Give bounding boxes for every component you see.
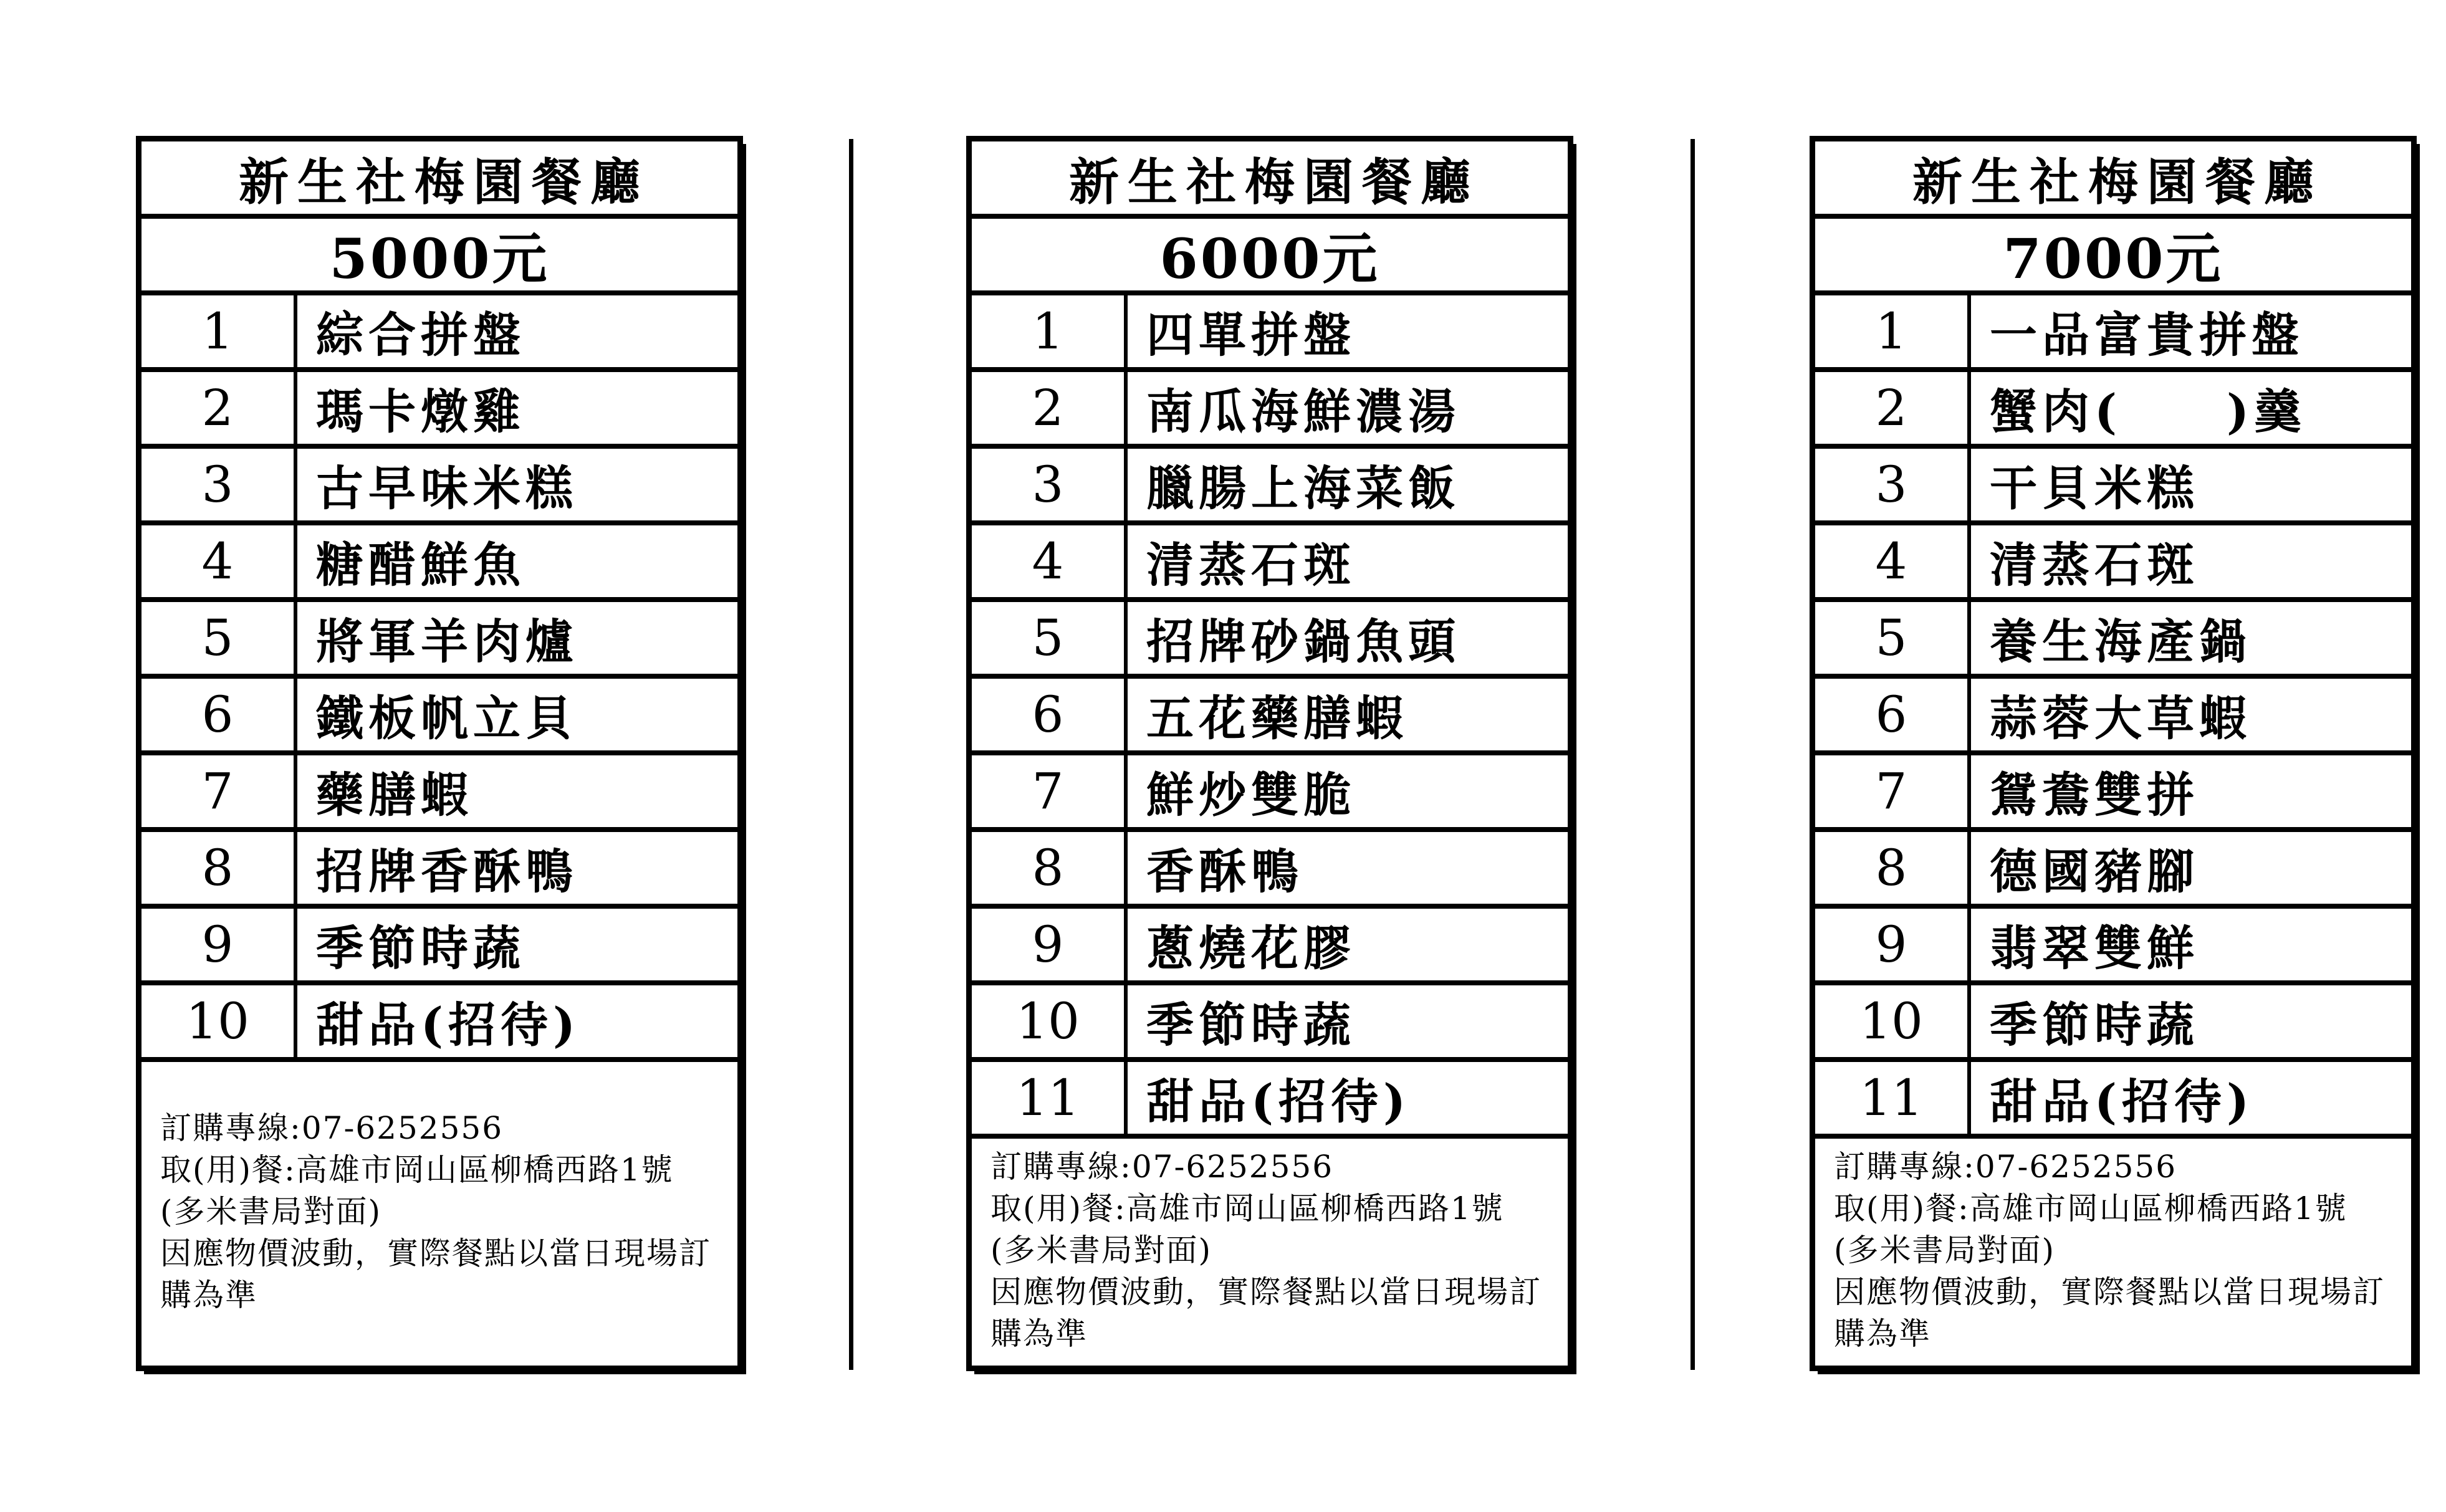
menu-item-row — [972, 602, 1568, 679]
item-name: 清蒸石斑 — [1146, 537, 1356, 593]
item-number: 1 — [972, 295, 1128, 367]
price-header — [972, 219, 1568, 295]
item-name: 南瓜海鮮濃湯 — [1146, 384, 1460, 439]
item-number: 5 — [1815, 602, 1971, 674]
item-name: 季節時蔬 — [1990, 997, 2199, 1053]
price-header — [1815, 219, 2411, 295]
menu-item-row — [972, 679, 1568, 755]
menu-item-row — [141, 525, 737, 602]
item-number: 2 — [972, 372, 1128, 444]
footer-note: 因應物價波動，實際餐點以當日現場訂購為準 — [160, 1235, 711, 1313]
item-number: 8 — [1815, 832, 1971, 904]
item-number: 6 — [972, 679, 1128, 750]
item-number: 10 — [1815, 985, 1971, 1057]
item-name: 招牌砂鍋魚頭 — [1146, 614, 1460, 669]
item-number: 3 — [1815, 449, 1971, 520]
item-name: 鮮炒雙脆 — [1146, 767, 1356, 823]
menu-item-row — [972, 985, 1568, 1062]
menu-item-row — [972, 832, 1568, 909]
item-number: 1 — [141, 295, 297, 367]
item-number: 9 — [972, 909, 1128, 980]
item-name: 五花藥膳蝦 — [1146, 691, 1408, 746]
item-number: 11 — [972, 1062, 1128, 1134]
item-name: 四單拼盤 — [1146, 307, 1356, 363]
item-number: 2 — [1815, 372, 1971, 444]
menu-item-row — [141, 832, 737, 909]
menu-item-row — [972, 1062, 1568, 1139]
menu-card-7000 — [1810, 136, 2417, 1371]
item-name: 招牌香酥鴨 — [316, 844, 578, 899]
restaurant-title — [1815, 141, 2411, 219]
menu-item-row — [141, 679, 737, 755]
menu-item-row — [972, 295, 1568, 372]
item-name: 干貝米糕 — [1990, 461, 2199, 516]
footer-address: 取(用)餐:高雄市岡山區柳橋西路1號(多米書局對面) — [1834, 1190, 2348, 1268]
item-name: 古早味米糕 — [316, 461, 578, 516]
item-number: 7 — [972, 755, 1128, 827]
item-number: 7 — [141, 755, 297, 827]
item-name: 蔥燒花膠 — [1146, 921, 1356, 976]
menu-item-row — [141, 295, 737, 372]
item-name: 養生海產鍋 — [1990, 614, 2252, 669]
menu-item-row — [1815, 909, 2411, 985]
item-number: 9 — [141, 909, 297, 980]
item-name: 蒜蓉大草蝦 — [1990, 691, 2252, 746]
menu-item-row — [972, 525, 1568, 602]
menu-item-row — [1815, 602, 2411, 679]
item-number: 8 — [141, 832, 297, 904]
menu-card-5000 — [136, 136, 743, 1371]
item-name: 翡翠雙鮮 — [1990, 921, 2199, 976]
price-text: 5000元 — [329, 226, 550, 291]
item-number: 6 — [1815, 679, 1971, 750]
footer-phone: 訂購專線:07-6252556 — [160, 1110, 504, 1146]
item-number: 2 — [141, 372, 297, 444]
footer-note: 因應物價波動，實際餐點以當日現場訂購為準 — [990, 1273, 1542, 1352]
menu-item-row — [141, 909, 737, 985]
item-number: 8 — [972, 832, 1128, 904]
item-name: 糖醋鮮魚 — [316, 537, 525, 593]
item-number: 4 — [1815, 525, 1971, 597]
item-name: 甜品(招待) — [316, 997, 580, 1053]
menu-item-row — [1815, 985, 2411, 1062]
footer-address: 取(用)餐:高雄市岡山區柳橋西路1號(多米書局對面) — [990, 1190, 1504, 1268]
item-name: 甜品(招待) — [1146, 1074, 1411, 1129]
menu-item-row — [141, 602, 737, 679]
restaurant-title-text: 新生社梅園餐廳 — [239, 152, 649, 211]
column-divider — [1691, 139, 1695, 1370]
menu-item-row — [1815, 679, 2411, 755]
menu-item-row — [972, 449, 1568, 525]
restaurant-title-text: 新生社梅園餐廳 — [1912, 152, 2323, 211]
restaurant-title-text: 新生社梅園餐廳 — [1069, 152, 1479, 211]
menu-item-row — [1815, 295, 2411, 372]
menu-item-row — [1815, 832, 2411, 909]
item-number: 10 — [972, 985, 1128, 1057]
item-number: 11 — [1815, 1062, 1971, 1134]
price-text: 6000元 — [1159, 226, 1380, 291]
item-number: 1 — [1815, 295, 1971, 367]
menu-item-row — [1815, 449, 2411, 525]
item-name: 甜品(招待) — [1990, 1074, 2254, 1129]
item-name: 蟹肉( )羹 — [1990, 384, 2306, 439]
item-name: 瑪卡燉雞 — [316, 384, 525, 439]
item-number: 7 — [1815, 755, 1971, 827]
menu-card-6000 — [966, 136, 1573, 1371]
item-name: 香酥鴨 — [1146, 844, 1303, 899]
footer-address: 取(用)餐:高雄市岡山區柳橋西路1號(多米書局對面) — [160, 1152, 674, 1230]
menu-item-row — [972, 909, 1568, 985]
footer-info — [141, 1062, 737, 1366]
item-name: 藥膳蝦 — [316, 767, 473, 823]
item-name: 清蒸石斑 — [1990, 537, 2199, 593]
item-name: 一品富貴拼盤 — [1990, 307, 2304, 363]
menu-item-row — [141, 449, 737, 525]
restaurant-title — [141, 141, 737, 219]
item-name: 季節時蔬 — [316, 921, 525, 976]
item-name: 德國豬腳 — [1990, 844, 2199, 899]
menu-item-row — [1815, 372, 2411, 449]
item-name: 季節時蔬 — [1146, 997, 1356, 1053]
footer-info — [972, 1139, 1568, 1366]
footer-note: 因應物價波動，實際餐點以當日現場訂購為準 — [1834, 1273, 2385, 1352]
price-header — [141, 219, 737, 295]
item-number: 5 — [972, 602, 1128, 674]
item-name: 鐵板帆立貝 — [316, 691, 578, 746]
menu-item-row — [1815, 525, 2411, 602]
menu-item-row — [972, 372, 1568, 449]
item-number: 3 — [972, 449, 1128, 520]
item-number: 6 — [141, 679, 297, 750]
menu-item-row — [141, 985, 737, 1062]
item-number: 5 — [141, 602, 297, 674]
menu-item-row — [1815, 755, 2411, 832]
item-name: 綜合拼盤 — [316, 307, 525, 363]
footer-phone: 訂購專線:07-6252556 — [1834, 1148, 2177, 1185]
footer-phone: 訂購專線:07-6252556 — [990, 1148, 1334, 1185]
footer-info — [1815, 1139, 2411, 1366]
item-number: 10 — [141, 985, 297, 1057]
restaurant-title — [972, 141, 1568, 219]
menu-item-row — [141, 372, 737, 449]
item-number: 3 — [141, 449, 297, 520]
column-divider — [849, 139, 853, 1370]
item-number: 4 — [972, 525, 1128, 597]
price-text: 7000元 — [2003, 226, 2223, 291]
item-name: 鴛鴦雙拼 — [1990, 767, 2199, 823]
item-name: 將軍羊肉爐 — [316, 614, 578, 669]
menu-item-row — [972, 755, 1568, 832]
menu-item-row — [141, 755, 737, 832]
item-number: 4 — [141, 525, 297, 597]
item-number: 9 — [1815, 909, 1971, 980]
menu-item-row — [1815, 1062, 2411, 1139]
item-name: 臘腸上海菜飯 — [1146, 461, 1460, 516]
